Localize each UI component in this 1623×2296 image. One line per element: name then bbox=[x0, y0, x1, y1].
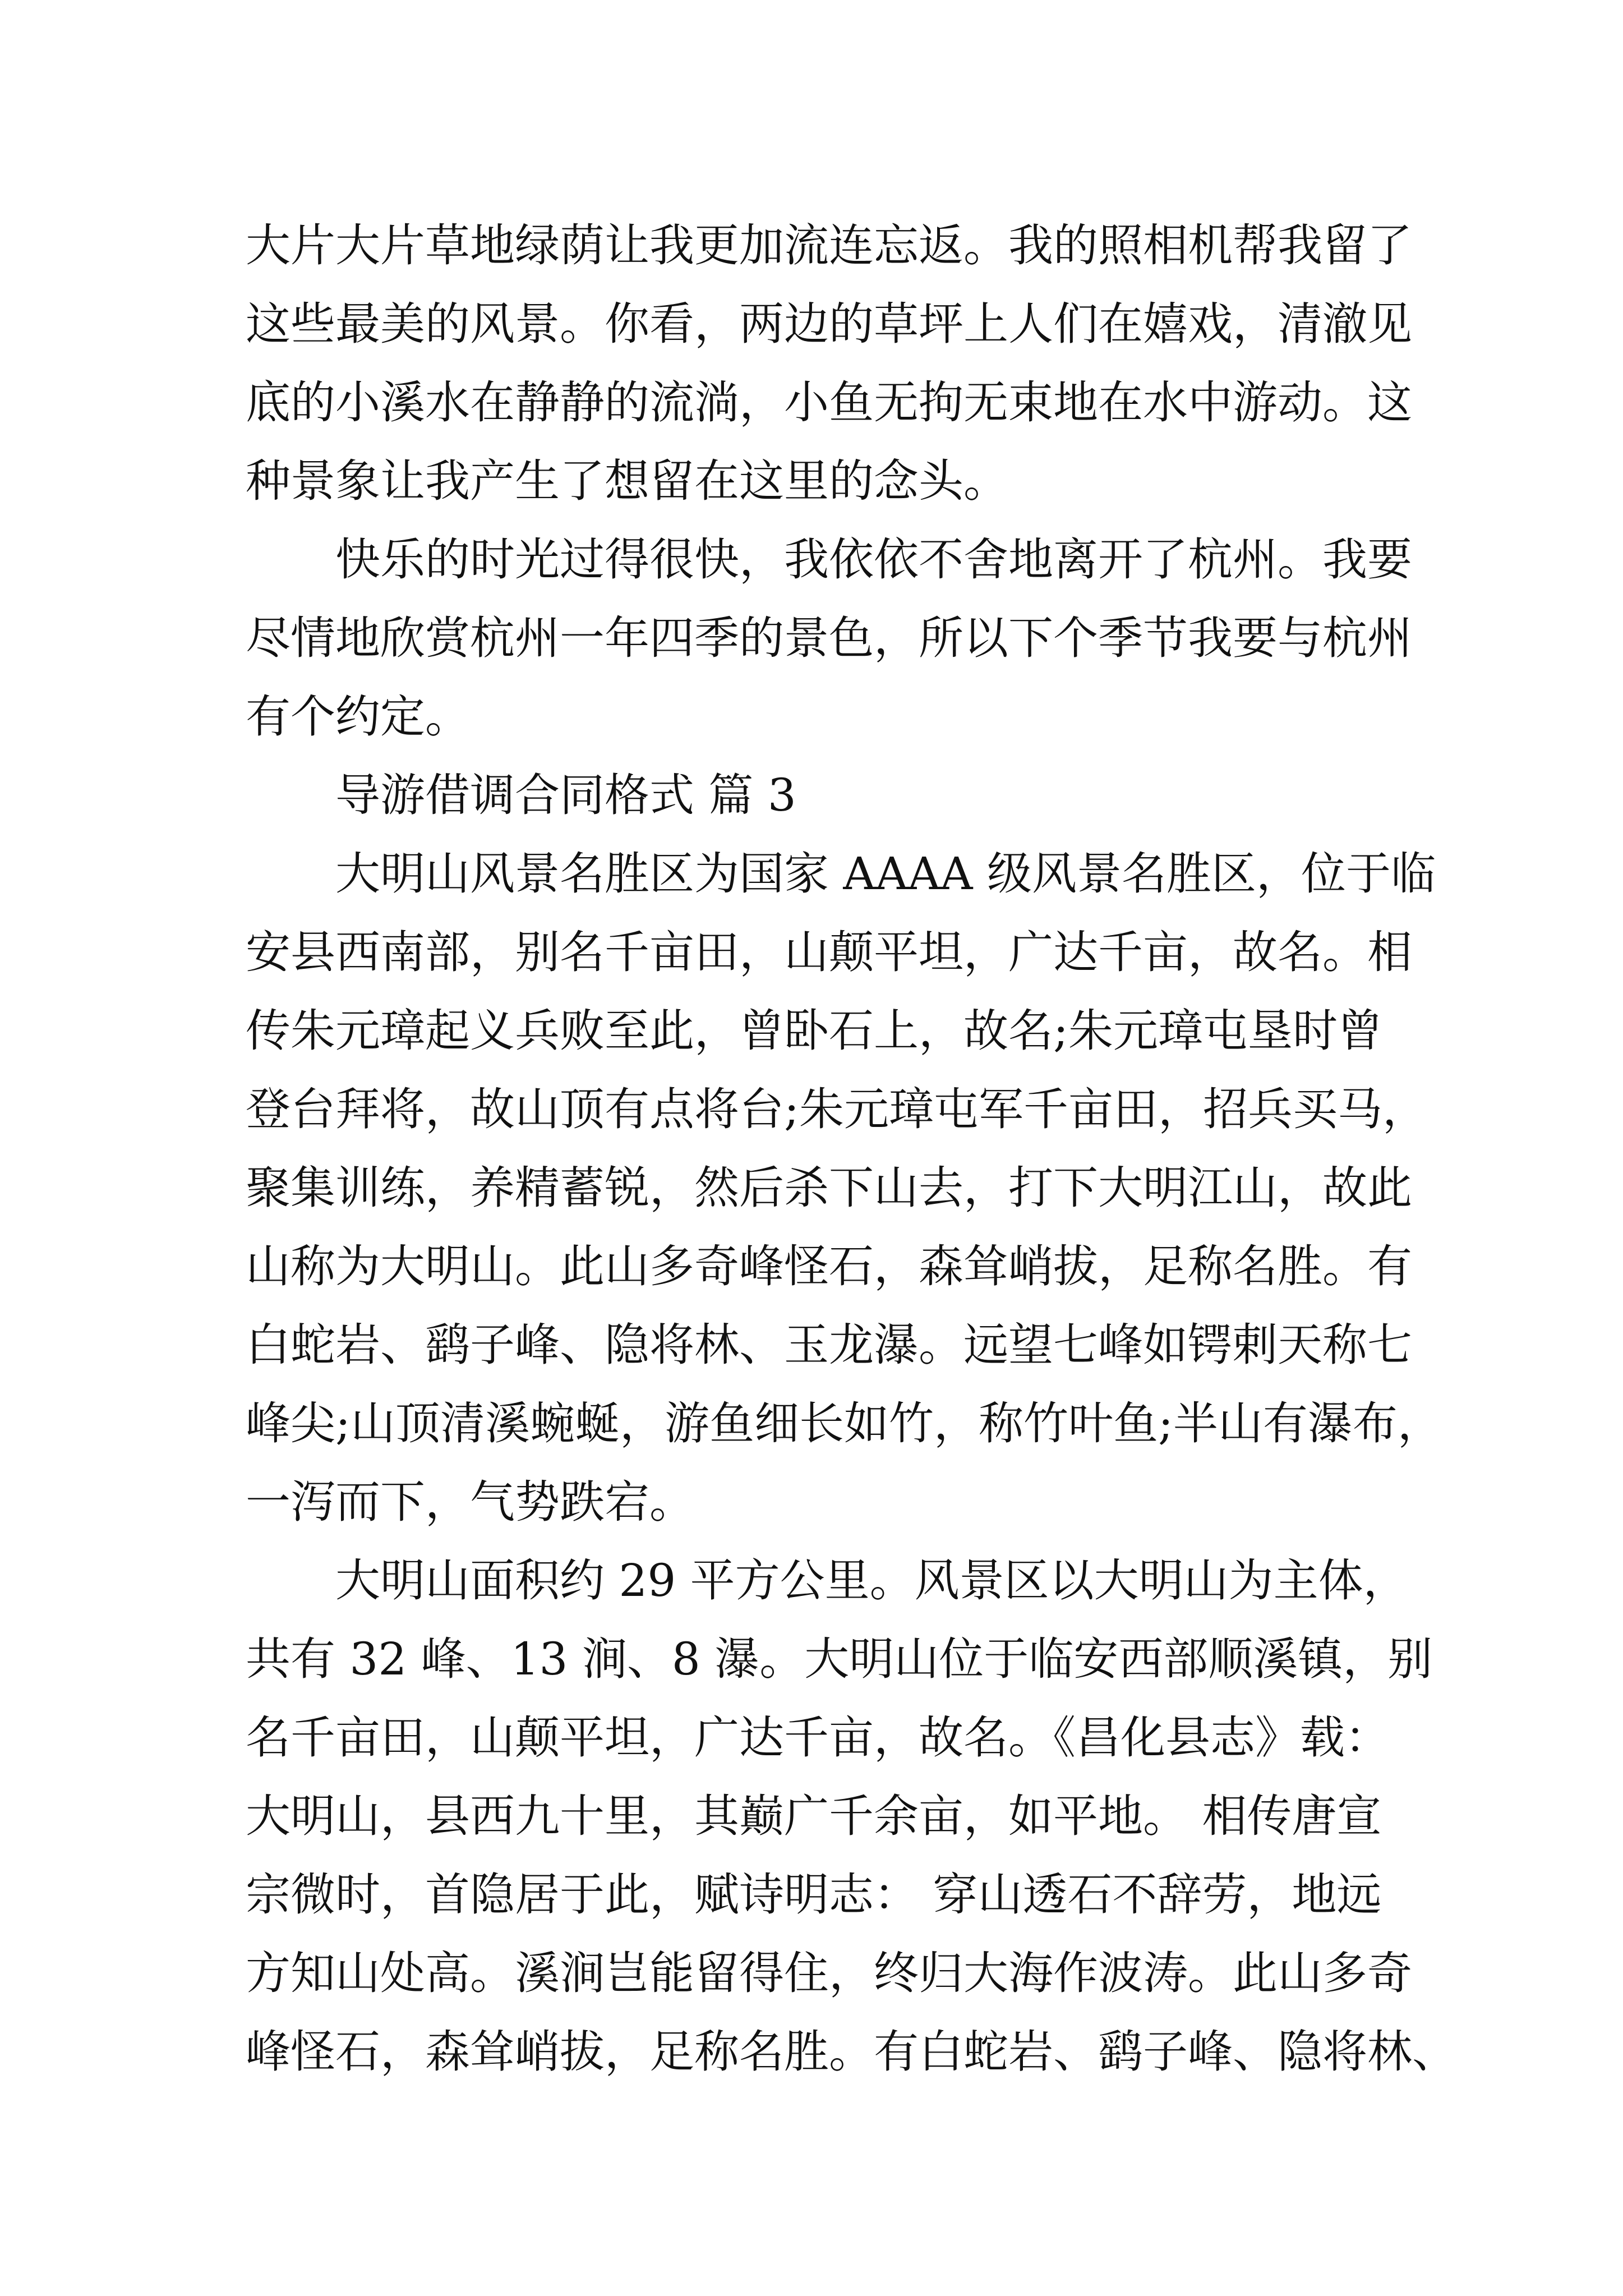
text-line: 共有 32 峰、13 涧、8 瀑。大明山位于临安西部顺溪镇，别 bbox=[246, 1633, 1433, 1685]
text-line: 峰怪石，森耸峭拔，足称名胜。有白蛇岩、鹞子峰、隐将林、 bbox=[246, 2026, 1457, 2078]
text-line: 一泻而下，气势跌宕。 bbox=[246, 1476, 694, 1528]
text-line: 峰尖;山顶清溪蜿蜒，游鱼细长如竹，称竹叶鱼;半山有瀑布， bbox=[246, 1397, 1442, 1450]
text-line: 种景象让我产生了想留在这里的念头。 bbox=[246, 455, 1008, 507]
text-line: 有个约定。 bbox=[246, 691, 470, 743]
text-line: 聚集训练，养精蓄锐，然后杀下山去，打下大明江山，故此 bbox=[246, 1162, 1412, 1214]
text-line: 名千亩田，山颠平坦，广达千亩，故名。《昌化县志》载： bbox=[246, 1711, 1390, 1764]
text-line: 大明山风景名胜区为国家 AAAA 级风景名胜区，位于临 bbox=[335, 848, 1436, 900]
text-line: 底的小溪水在静静的流淌，小鱼无拘无束地在水中游动。这 bbox=[246, 376, 1412, 429]
text-line: 尽情地欣赏杭州一年四季的景色，所以下个季节我要与杭州 bbox=[246, 612, 1412, 664]
text-line: 大明山面积约 29 平方公里。风景区以大明山为主体， bbox=[335, 1554, 1408, 1607]
text-line: 快乐的时光过得很快，我依依不舍地离开了杭州。我要 bbox=[335, 533, 1412, 586]
text-line: 大片大片草地绿荫让我更加流连忘返。我的照相机帮我留了 bbox=[246, 219, 1412, 272]
text-line: 宗微时，首隐居于此，赋诗明志： 穿山透石不辞劳，地远 bbox=[246, 1869, 1382, 1921]
text-line: 这些最美的风景。你看，两边的草坪上人们在嬉戏，清澈见 bbox=[246, 298, 1412, 350]
text-line: 登台拜将，故山顶有点将台;朱元璋屯军千亩田，招兵买马， bbox=[246, 1083, 1427, 1135]
text-line: 传朱元璋起义兵败至此，曾卧石上，故名;朱元璋屯垦时曾 bbox=[246, 1005, 1382, 1057]
section-heading: 导游借调合同格式 篇 3 bbox=[335, 769, 796, 821]
text-line: 方知山处高。溪涧岂能留得住，终归大海作波涛。此山多奇 bbox=[246, 1947, 1412, 1999]
text-line: 安县西南部，别名千亩田，山颠平坦，广达千亩，故名。相 bbox=[246, 926, 1412, 978]
text-line: 白蛇岩、鹞子峰、隐将林、玉龙瀑。远望七峰如锷剌天称七 bbox=[246, 1319, 1412, 1371]
text-line: 山称为大明山。此山多奇峰怪石，森耸峭拔，足称名胜。有 bbox=[246, 1240, 1412, 1292]
text-line: 大明山，县西九十里，其巅广千余亩，如平地。 相传唐宣 bbox=[246, 1790, 1382, 1842]
body-text bbox=[246, 206, 1457, 2091]
